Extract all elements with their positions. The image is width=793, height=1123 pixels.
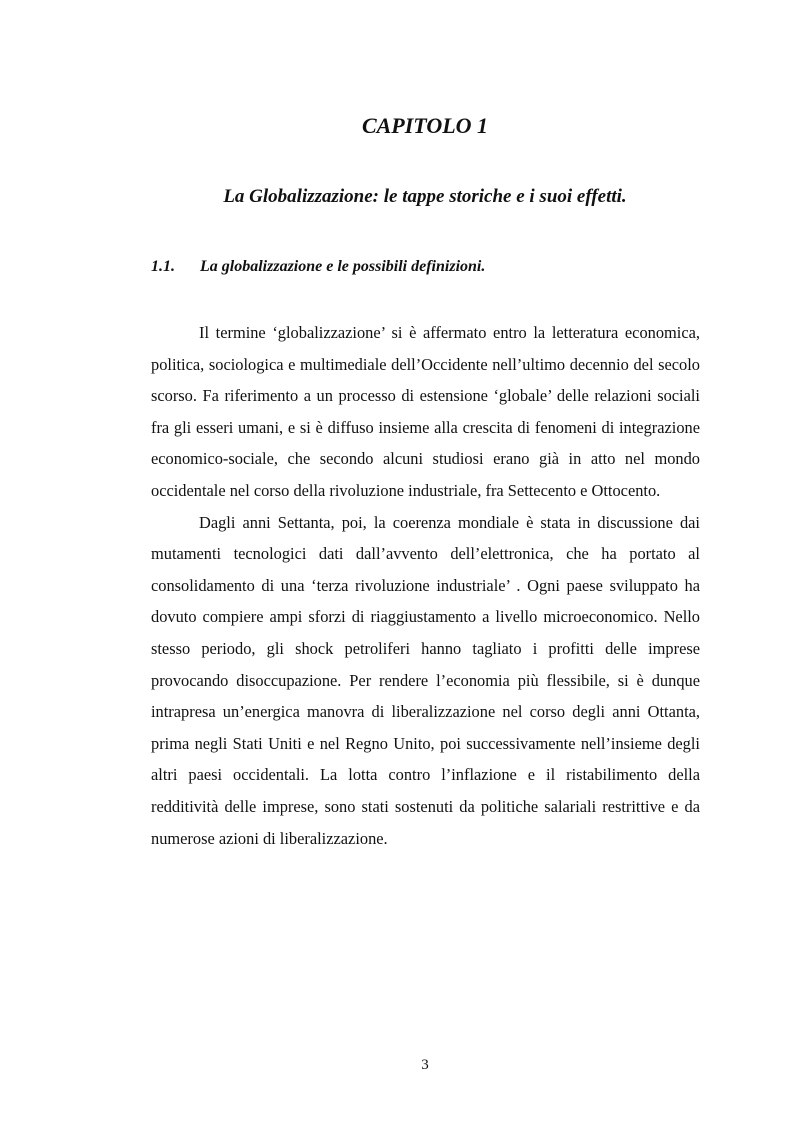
- section-heading: [151, 258, 485, 276]
- paragraph-1: Il termine ‘globalizzazione’ si è affermato entro la letteratura economica, politica, sociologica e multimediale dell’Occidente nell’ultimo decennio del secolo scorso. Fa riferimento a un processo di estensione ‘globale’ delle relazioni sociali fra gli esseri umani, e si è diffuso insieme alla crescita di fenomeni di integrazione economico-sociale, che secondo alcuni studiosi erano già in atto nel mondo occidentale nel corso della rivoluzione industriale, fra Settecento e Ottocento.: [151, 323, 700, 500]
- chapter-subtitle: La Globalizzazione: le tappe storiche e i suoi effetti.: [223, 186, 627, 207]
- page-number: 3: [421, 1057, 429, 1073]
- chapter-title: CAPITOLO 1: [361, 113, 489, 138]
- section-title: La globalizzazione e le possibili definizioni.: [200, 258, 486, 275]
- body-text: [151, 317, 700, 854]
- paragraph-2: Dagli anni Settanta, poi, la coerenza mondiale è stata in discussione dai mutamenti tecnologici dati dall’avvento dell’elettronica, che ha portato al consolidamento di una ‘terza rivoluzione industriale’ . Ogni paese sviluppato ha dovuto compiere ampi sforzi di riaggiustamento a livello microeconomico. Nello stesso periodo, gli shock petroliferi hanno tagliato i profitti delle imprese provocando disoccupazione. Per rendere l’economia più flessibile, si è dunque intrapresa un’energica manovra di liberalizzazione nel corso degli anni Ottanta, prima negli Stati Uniti e nel Regno Unito, poi successivamente nell’insieme degli altri paesi occidentali. La lotta contro l’inflazione e il ristabilimento della redditività delle imprese, sono stati sostenuti da politiche salariali restrittive e da numerose azioni di liberalizzazione.: [151, 512, 700, 848]
- section-number: 1.1.: [151, 258, 175, 275]
